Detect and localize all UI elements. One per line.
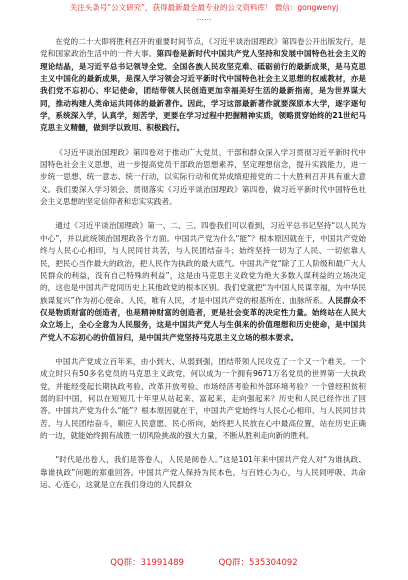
paragraph-2-text: 《习近平谈治国理政》第四卷对于推动广大党员、干部和群众深入学习贯彻习近平新时代中国特色社会主义思想，进一步提高党员干部政治思想素养，坚定理想信念，提升实践能力，进一步统一思想、统一意志、统一行动，以实际行动和优异成绩迎接党的二十大胜利召开具有重大意义。我们要深入学习领会、贯彻落实《习近平谈治国理政》第四卷，做习近平新时代中国特色社会主义思想的坚定信仰者和忠实实践者。 [40,147,366,207]
paragraph-1-bold: 第四卷是新时代中国共产党人坚持和发展中国特色社会主义的理论结晶，是习近平总书记领导全党、全国各族人民攻坚克难、砥砺前行的最新成果，是马克思主义中国化的最新成果，是深入学习领会习近平新时代中国特色社会主义思想的权威教材，亦是我们党不忘初心、牢记使命，团结带领人民创造更加幸福美好生活的最新指南，是为世界谋大同，推动构建人类命运共同体的最新著作。因此，学习这部最新著作就要深原本大学，逐字逐句学，系统深入学，认真学，刻苦学，更要在学习过程中把握精神实质，领略贯穿始终的21世纪马克思主义精髓，做到学以致用、积极践行。 [40,49,366,133]
paragraph-4-text: 中国共产党成立百年来，由小到大、从弱到强，团结带领人民攻克了一个又一个难关。一个成立时只有50多名党员的马克思主义政党，何以成为一个拥有9671万名党员的世界第一大执政党，并能经受起长期执政考验、改革开放考验、市场经济考验和外部环境考验？一个曾经积贫积弱的旧中国，何以在短短几十年里从站起来、富起来，走向强起来？历史和人民已经作出了回答。中国共产党为什么“能”？根本原因就在于，中国共产党始终与人民心心相印、与人民同甘共苦、与人民团结奋斗，顺应人民意愿、民心所向，始终把人民放在心中最高位置，站在历史正确的一边，就能始终拥有战胜一切风险挑战的强大力量，不断从胜利走向新的胜利。 [40,356,366,440]
footer-qq-group-1: QQ群：31991489 [110,558,184,568]
footer-qq-group-2: QQ群：535304092 [218,558,298,568]
paragraph-1-text: 在党的二十大即将胜利召开的重要时间节点，《习近平谈治国理政》第四卷公开出版发行，是党和国家政治生活中的一件大事。 [40,37,366,59]
paragraph-1 [40,36,366,135]
paragraph-3-bold: 人民群众不仅是物质财富的创造者，也是精神财富的创造者，更是社会变革的决定性力量。始终站在人民大众立场上，全心全意为人民服务，这是中国共产党人与生俱来的价值理想和历史使命，是中国共产党人不忘初心的价值旨归，是中国共产党坚持马克思主义立场的根本要求。 [40,295,366,342]
paragraph-5-text: “时代是出卷人，我们是答卷人，人民是阅卷人。”这是101年来中国共产党人对“为谁执政、靠谁执政”问题的郑重回答。中国共产党人保持为民本色，与百姓心为心，与人民同呼吸、共命运、心连心，这就是立在我们身边的人民群众 [40,455,366,489]
paragraph-5 [40,454,366,491]
header-promo-text: 关注头条号“公文研究”，获得最新最全最专业的公文资料库！ 微信：gongwenyj [69,3,339,12]
header-ellipsis: …… [196,13,212,22]
page-header [0,0,408,30]
document-body [40,36,366,536]
page-footer [0,556,408,576]
paragraph-3 [40,220,366,343]
paragraph-3-text: 通过《习近平谈治国理政》第一、二、三、四卷我们可以看到，习近平总书记坚持“以人民为中心”，并以此统领治国理政各个方面。中国共产党为什么“能”？根本原因就在于，中国共产党始终与人民心心相印，与人民同甘共苦，与人民团结奋斗；始终坚持一切为了人民、一切依靠人民，把民心当作最大的政治，把人民作为执政的最大底气。中国共产党“除了工人阶级和最广大人民群众的利益，没有自己特殊的利益”，这是由马克思主义政党为绝大多数人谋利益的立场决定的，这也是中国共产党同历史上其他政党的根本区别。我们党就把“为中国人民谋幸福，为中华民族谋复兴”作为初心使命。人民，唯有人民，才是中国共产党的根基所在、血脉所系。 [40,221,366,305]
paragraph-2 [40,147,366,209]
paragraph-4 [40,356,366,442]
